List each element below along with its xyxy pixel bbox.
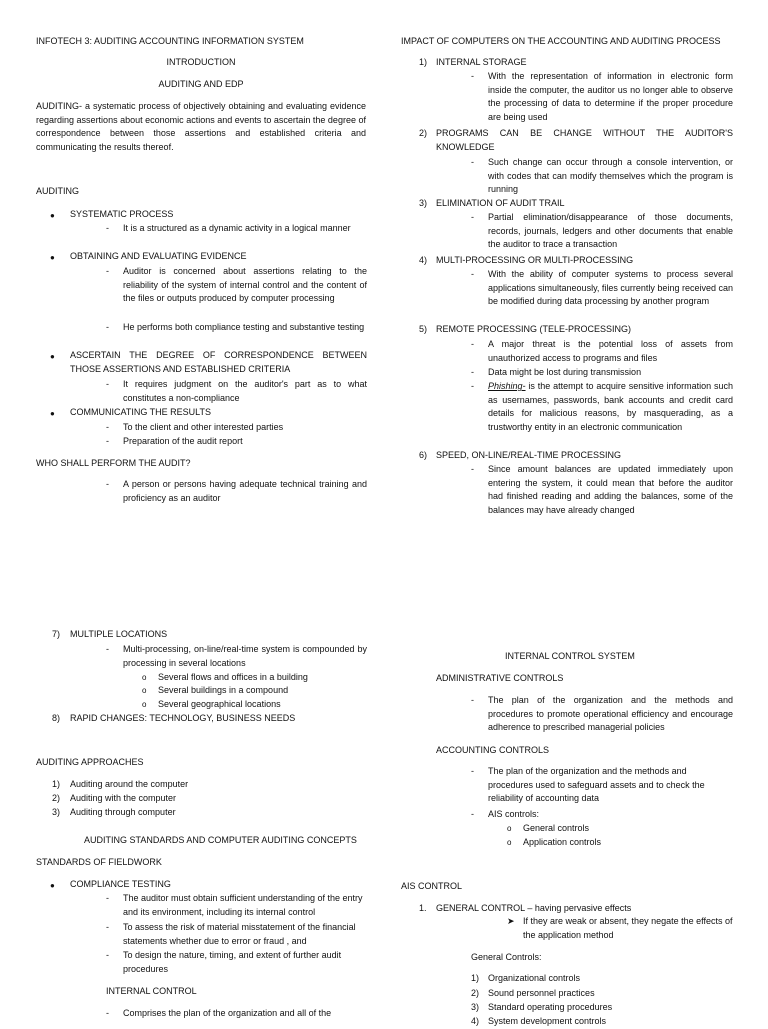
item-number: 2) xyxy=(419,128,428,138)
approach-2: Auditing with the computer xyxy=(70,793,177,803)
item-number: 7) xyxy=(52,629,61,639)
general-control: GENERAL CONTROL – having pervasive effects xyxy=(436,903,632,913)
dash-icon: - xyxy=(471,766,474,776)
dash-icon: - xyxy=(471,269,474,279)
systematic-process: SYSTEMATIC PROCESS xyxy=(70,209,174,219)
general-control-detail: If they are weak or absent, they negate the effects of the application method xyxy=(523,916,733,940)
item-number: 3) xyxy=(419,198,428,208)
approach-1: Auditing around the computer xyxy=(70,779,189,789)
acct-controls: ACCOUNTING CONTROLS xyxy=(436,745,550,755)
dash-icon: - xyxy=(471,157,474,167)
impact-item-4: MULTI-PROCESSING OR MULTI-PROCESSING xyxy=(436,255,634,265)
circle-bullet-icon: o xyxy=(142,686,147,695)
fieldwork-heading: STANDARDS OF FIELDWORK xyxy=(36,857,162,867)
item-number: 8) xyxy=(52,713,61,723)
rapid-changes: RAPID CHANGES: TECHNOLOGY, BUSINESS NEEDS xyxy=(70,713,296,723)
communicating-detail-1: To the client and other interested parties xyxy=(123,422,284,432)
multiple-sub-3: Several geographical locations xyxy=(158,699,281,709)
admin-detail: The plan of the organization and the methods and procedures to promote operational efficiency and encourage adherence to prescribed managerial policies xyxy=(488,695,733,733)
introduction-heading: INTRODUCTION xyxy=(166,57,236,67)
impact-item-5-detail-3 xyxy=(488,380,733,434)
item-number: 3) xyxy=(471,1002,480,1012)
acct-detail-1: The plan of the organization and the methods and procedures used to safeguard assets and to check the reliability of accounting data xyxy=(488,766,705,804)
general-list-1: Organizational controls xyxy=(488,973,581,983)
item-number: 4) xyxy=(419,255,428,265)
dash-icon: - xyxy=(106,436,109,446)
phishing-term: Phishing- xyxy=(488,381,526,391)
standards-heading: AUDITING STANDARDS AND COMPUTER AUDITING CONCEPTS xyxy=(84,835,357,845)
obtaining-evidence: OBTAINING AND EVALUATING EVIDENCE xyxy=(70,251,247,261)
auditing-heading: AUDITING xyxy=(36,186,80,196)
item-number: 1. xyxy=(419,903,427,913)
bullet-icon: ● xyxy=(50,352,55,361)
dash-icon: - xyxy=(106,223,109,233)
dash-icon: - xyxy=(471,71,474,81)
phishing-definition: is the attempt to acquire sensitive information such as usernames, passwords, bank accounts and credit card details for malicious reasons, by masquerading, as a trustworthy entity in an electronic communication xyxy=(488,381,733,432)
acct-sub-2: Application controls xyxy=(523,837,602,847)
dash-icon: - xyxy=(471,367,474,377)
dash-icon: - xyxy=(106,922,109,932)
ascertain: ASCERTAIN THE DEGREE OF CORRESPONDENCE BETWEEN THOSE ASSERTIONS AND ESTABLISHED CRITERIA xyxy=(70,350,367,374)
dash-icon: - xyxy=(471,381,474,391)
compliance-detail-2: To assess the risk of material misstatement of the financial statements whether due to error or fraud , and xyxy=(123,922,356,946)
item-number: 1) xyxy=(419,57,428,67)
bullet-icon: ● xyxy=(50,409,55,418)
impact-item-1-detail: With the representation of information in electronic form inside the computer, the auditor us no longer able to observe the processing of data to determine if the proper procedure are being used xyxy=(488,71,733,122)
bullet-icon: ● xyxy=(50,211,55,220)
circle-bullet-icon: o xyxy=(142,700,147,709)
circle-bullet-icon: o xyxy=(507,838,512,847)
dash-icon: - xyxy=(471,212,474,222)
systematic-process-detail: It is a structured as a dynamic activity in a logical manner xyxy=(123,223,351,233)
impact-item-2: PROGRAMS CAN BE CHANGE WITHOUT THE AUDITOR'S KNOWLEDGE xyxy=(436,128,733,152)
ics-heading: INTERNAL CONTROL SYSTEM xyxy=(505,651,635,661)
compliance-detail-1: The auditor must obtain sufficient understanding of the entry and its environment, including its internal control xyxy=(123,893,363,917)
dash-icon: - xyxy=(106,322,109,332)
general-list-3: Standard operating procedures xyxy=(488,1002,613,1012)
impact-item-2-detail: Such change can occur through a console intervention, or with codes that can modify themselves which the program is running xyxy=(488,157,733,195)
dash-icon: - xyxy=(106,950,109,960)
ascertain-detail: It requires judgment on the auditor's part as to what constitutes a non-compliance xyxy=(123,379,367,403)
impact-item-3-detail: Partial elimination/disappearance of those documents, records, journals, ledgers and other documents that enable the auditor to trace a transaction xyxy=(488,212,733,250)
approaches-heading: AUDITING APPROACHES xyxy=(36,757,144,767)
dash-icon: - xyxy=(106,266,109,276)
compliance-testing: COMPLIANCE TESTING xyxy=(70,879,171,889)
arrow-bullet-icon: ➤ xyxy=(507,916,515,926)
ais-control-heading: AIS CONTROL xyxy=(401,881,463,891)
circle-bullet-icon: o xyxy=(142,673,147,682)
bullet-icon: ● xyxy=(50,881,55,890)
dash-icon: - xyxy=(106,479,109,489)
approach-3: Auditing through computer xyxy=(70,807,176,817)
who-detail: A person or persons having adequate technical training and proficiency as an auditor xyxy=(123,479,367,503)
item-number: 2) xyxy=(52,793,61,803)
impact-item-4-detail: With the ability of computer systems to process several applications simultaneously, files currently being received can be modified during data processing by another program xyxy=(488,269,733,307)
acct-detail-2: AIS controls: xyxy=(488,809,540,819)
impact-item-3: ELIMINATION OF AUDIT TRAIL xyxy=(436,198,565,208)
item-number: 2) xyxy=(471,988,480,998)
impact-item-6: SPEED, ON-LINE/REAL-TIME PROCESSING xyxy=(436,450,622,460)
communicating-detail-2: Preparation of the audit report xyxy=(123,436,243,446)
impact-item-6-detail: Since amount balances are updated immediately upon entering the system, it could mean that before the auditor had finished reading and adding the balances, some of the balances may have already changed xyxy=(488,464,733,515)
multiple-locations-detail: Multi-processing, on-line/real-time system is compounded by processing in several locations xyxy=(123,644,367,668)
dash-icon: - xyxy=(471,695,474,705)
internal-control-detail: Comprises the plan of the organization and all of the xyxy=(123,1008,332,1018)
dash-icon: - xyxy=(471,464,474,474)
auditing-definition: AUDITING- a systematic process of objectively obtaining and evaluating evidence regarding assertions about economic actions and events to ascertain the degree of correspondence between those assertions and established criteria and communicating the results thereof. xyxy=(36,101,366,152)
dash-icon: - xyxy=(471,809,474,819)
course-title: INFOTECH 3: AUDITING ACCOUNTING INFORMATION SYSTEM xyxy=(36,36,304,46)
dash-icon: - xyxy=(471,339,474,349)
multiple-sub-1: Several flows and offices in a building xyxy=(158,672,308,682)
dash-icon: - xyxy=(106,1008,109,1018)
impact-item-5-detail-2: Data might be lost during transmission xyxy=(488,367,642,377)
general-list-2: Sound personnel practices xyxy=(488,988,595,998)
circle-bullet-icon: o xyxy=(507,824,512,833)
who-heading: WHO SHALL PERFORM THE AUDIT? xyxy=(36,458,191,468)
internal-control-subheading: INTERNAL CONTROL xyxy=(106,986,197,996)
auditing-edp-heading: AUDITING AND EDP xyxy=(158,79,244,89)
item-number: 6) xyxy=(419,450,428,460)
dash-icon: - xyxy=(106,422,109,432)
compliance-detail-3: To design the nature, timing, and extent of further audit procedures xyxy=(123,950,342,974)
impact-item-5-detail-1: A major threat is the potential loss of assets from unauthorized access to programs and files xyxy=(488,339,733,363)
item-number: 1) xyxy=(52,779,61,789)
dash-icon: - xyxy=(106,644,109,654)
admin-controls: ADMINISTRATIVE CONTROLS xyxy=(436,673,564,683)
obtaining-evidence-detail-2: He performs both compliance testing and substantive testing xyxy=(123,322,365,332)
dash-icon: - xyxy=(106,379,109,389)
obtaining-evidence-detail-1: Auditor is concerned about assertions relating to the reliability of the system of internal control and the content of the files or outputs produced by computer processing xyxy=(123,266,367,304)
multiple-sub-2: Several buildings in a compound xyxy=(158,685,289,695)
impact-item-5: REMOTE PROCESSING (TELE-PROCESSING) xyxy=(436,324,632,334)
general-list-4: System development controls xyxy=(488,1016,607,1026)
item-number: 3) xyxy=(52,807,61,817)
general-controls-label: General Controls: xyxy=(471,952,542,962)
impact-item-1: INTERNAL STORAGE xyxy=(436,57,527,67)
communicating: COMMUNICATING THE RESULTS xyxy=(70,407,212,417)
bullet-icon: ● xyxy=(50,253,55,262)
multiple-locations: MULTIPLE LOCATIONS xyxy=(70,629,168,639)
item-number: 5) xyxy=(419,324,428,334)
item-number: 4) xyxy=(471,1016,480,1026)
item-number: 1) xyxy=(471,973,480,983)
acct-sub-1: General controls xyxy=(523,823,590,833)
impact-heading: IMPACT OF COMPUTERS ON THE ACCOUNTING AND AUDITING PROCESS xyxy=(401,36,721,46)
dash-icon: - xyxy=(106,893,109,903)
